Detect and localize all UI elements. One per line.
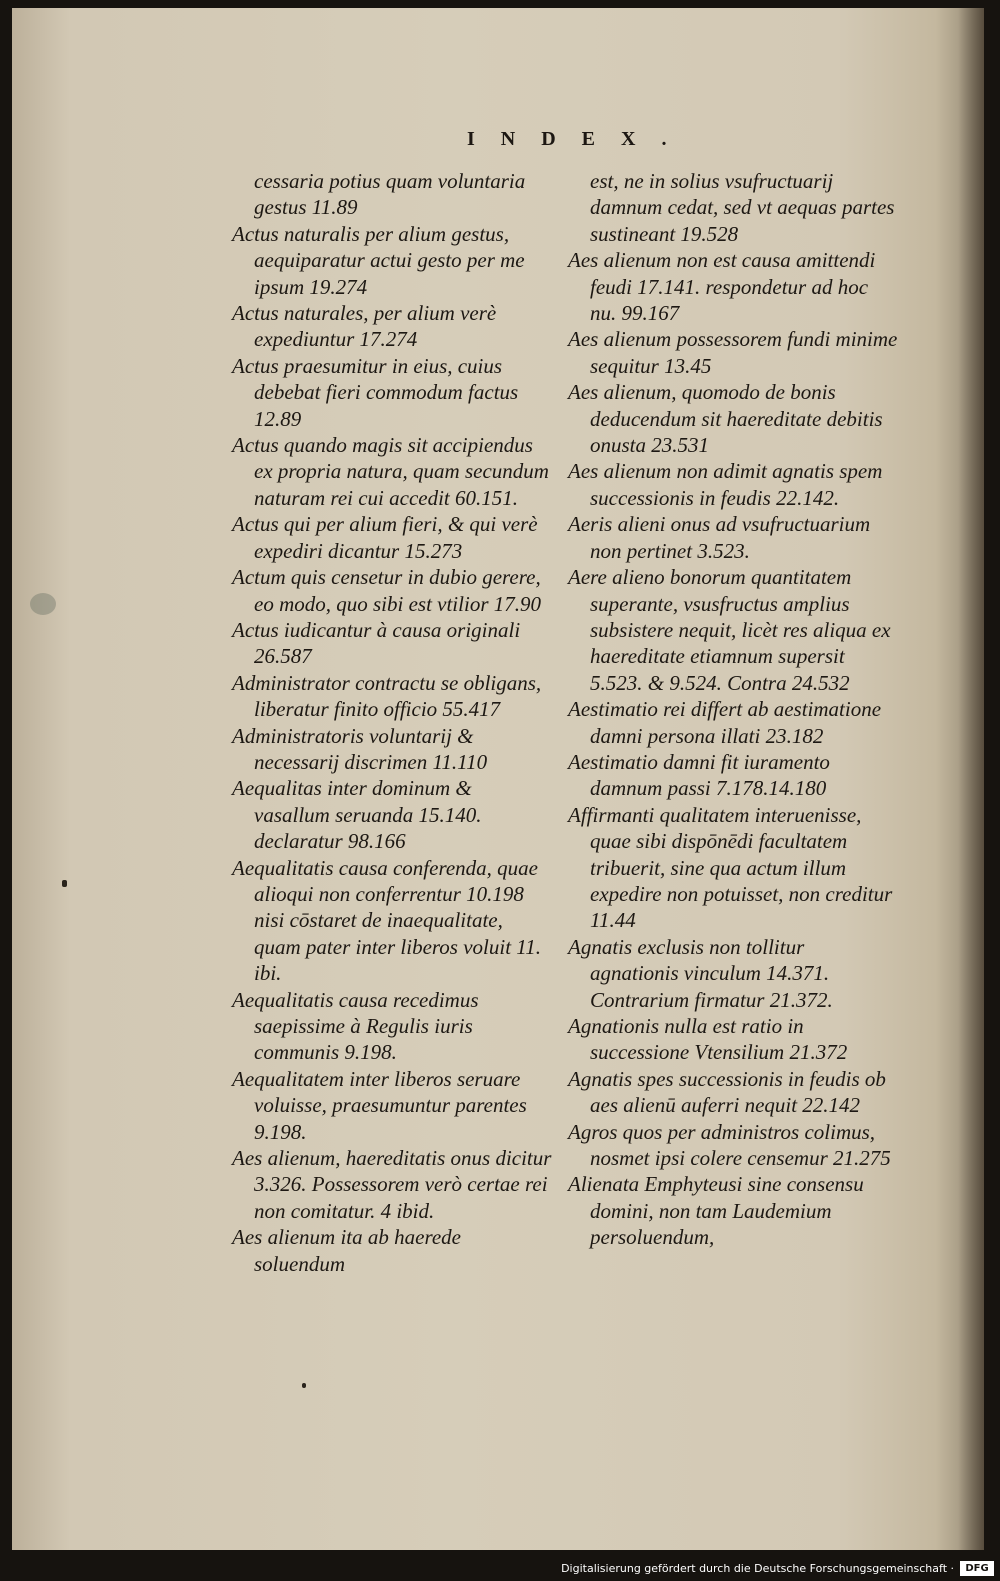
index-entry: Aes alienum, quomodo de bonis deducendum sit haereditate debitis onusta 23.531 — [568, 380, 883, 458]
index-entry: Aestimatio rei differt ab aestimatione damni persona illati 23.182 — [568, 697, 882, 748]
digitization-credit: Digitalisierung gefördert durch die Deutsche Forschungsgemeinschaft · — [561, 1562, 954, 1575]
index-right-column — [568, 168, 898, 1251]
index-entry: Aequalitatis causa conferenda, quae alioqui non conferrentur 10.198 — [232, 855, 538, 906]
index-entry: Aestimatio damni fit iuramento damnum passi 7.178.14.180 — [568, 749, 830, 801]
index-entry: Administrator contractu se obligans, liberatur finito officio 55.417 — [232, 670, 542, 722]
index-entry: Agnatis exclusis non tollitur agnationis vinculum 14.371. Contrarium firmatur 21.372. — [568, 934, 833, 1012]
index-entry: Alienata Emphyteusi sine consensu domini, non tam Laudemium persoluendum, — [568, 1172, 864, 1250]
index-entry: Actus iudicantur à causa originali 26.587 — [232, 617, 521, 669]
index-entry: Actus quando magis sit accipiendus ex propria natura, quam secundum naturam rei cui accedit 60.151. — [232, 433, 549, 510]
footer-bar — [0, 1550, 1000, 1581]
page-edge-shadow — [958, 8, 984, 1550]
index-entry: Actum quis censetur in dubio gerere, eo modo, quo sibi est vtilior 17.90 — [232, 565, 541, 616]
index-entry: Actus qui per alium fieri, & qui verè expediri dicantur 15.273 — [232, 512, 538, 563]
index-entry: Actus naturales, per alium verè expediuntur 17.274 — [232, 301, 497, 352]
index-entry: Agnatis spes successionis in feudis ob aes alienū auferri nequit 22.142 — [568, 1066, 886, 1118]
index-entry: Aes alienum, haereditatis onus dicitur 3.326. Possessorem verò certae rei non comitatur. 4 ibid. — [232, 1146, 552, 1223]
index-entry: Aequalitas inter dominum & vasallum seruanda 15.140. declaratur 98.166 — [232, 776, 482, 854]
index-entry-continuation: est, ne in solius vsufructuarij damnum cedat, sed vt aequas partes sustineant 19.528 — [590, 169, 895, 246]
index-entry: Actus praesumitur in eius, cuius debebat fieri commodum factus 12.89 — [232, 353, 519, 431]
index-left-column — [232, 168, 552, 1277]
index-entry: Aequalitatem inter liberos seruare voluisse, praesumuntur parentes 9.198. — [232, 1066, 527, 1144]
index-entry: Aes alienum possessorem fundi minime sequitur 13.45 — [568, 327, 898, 378]
index-entry: Affirmanti qualitatem interuenisse, quae sibi dispōnēdi facultatem tribuerit, sine qua actum illum expedire non potuisset, non creditur 11.44 — [568, 802, 893, 933]
ink-speck — [62, 880, 67, 887]
index-entry: Aequalitatis causa recedimus saepissime à Regulis iuris communis 9.198. — [232, 987, 479, 1065]
page-stain — [30, 593, 56, 615]
index-entry: Aes alienum non est causa amittendi feudi 17.141. respondetur ad hoc nu. 99.167 — [568, 248, 876, 326]
index-entry-continuation: nisi cōstaret de inaequalitate, quam pater inter liberos voluit 11. ibi. — [254, 908, 541, 986]
ink-speck — [302, 1383, 306, 1388]
index-entry: cessaria potius quam voluntaria gestus 11.89 — [254, 169, 526, 220]
index-entry: Aes alienum non adimit agnatis spem successionis in feudis 22.142. — [568, 459, 883, 510]
index-entry: Aeris alieni onus ad vsufructuarium non pertinet 3.523. — [568, 512, 871, 563]
index-entry: Actus naturalis per alium gestus, aequiparatur actui gesto per me ipsum 19.274 — [232, 221, 525, 299]
index-entry: Aes alienum ita ab haerede soluendum — [232, 1225, 462, 1276]
index-entry: Agros quos per administros colimus, nosmet ipsi colere censemur 21.275 — [568, 1119, 891, 1171]
index-entry: Agnationis nulla est ratio in successione Vtensilium 21.372 — [568, 1014, 848, 1065]
index-entry: Administratoris voluntarij & necessarij discrimen 11.110 — [232, 723, 488, 774]
index-header: INDEX. — [467, 128, 693, 150]
dfg-logo: DFG — [960, 1561, 994, 1576]
book-page — [12, 8, 984, 1550]
index-entry: Aere alieno bonorum quantitatem superante, vsusfructus amplius subsistere nequit, licèt res aliqua ex haereditate etiamnum supersit 5.523. & 9.524. Contra 24.532 — [568, 565, 891, 695]
